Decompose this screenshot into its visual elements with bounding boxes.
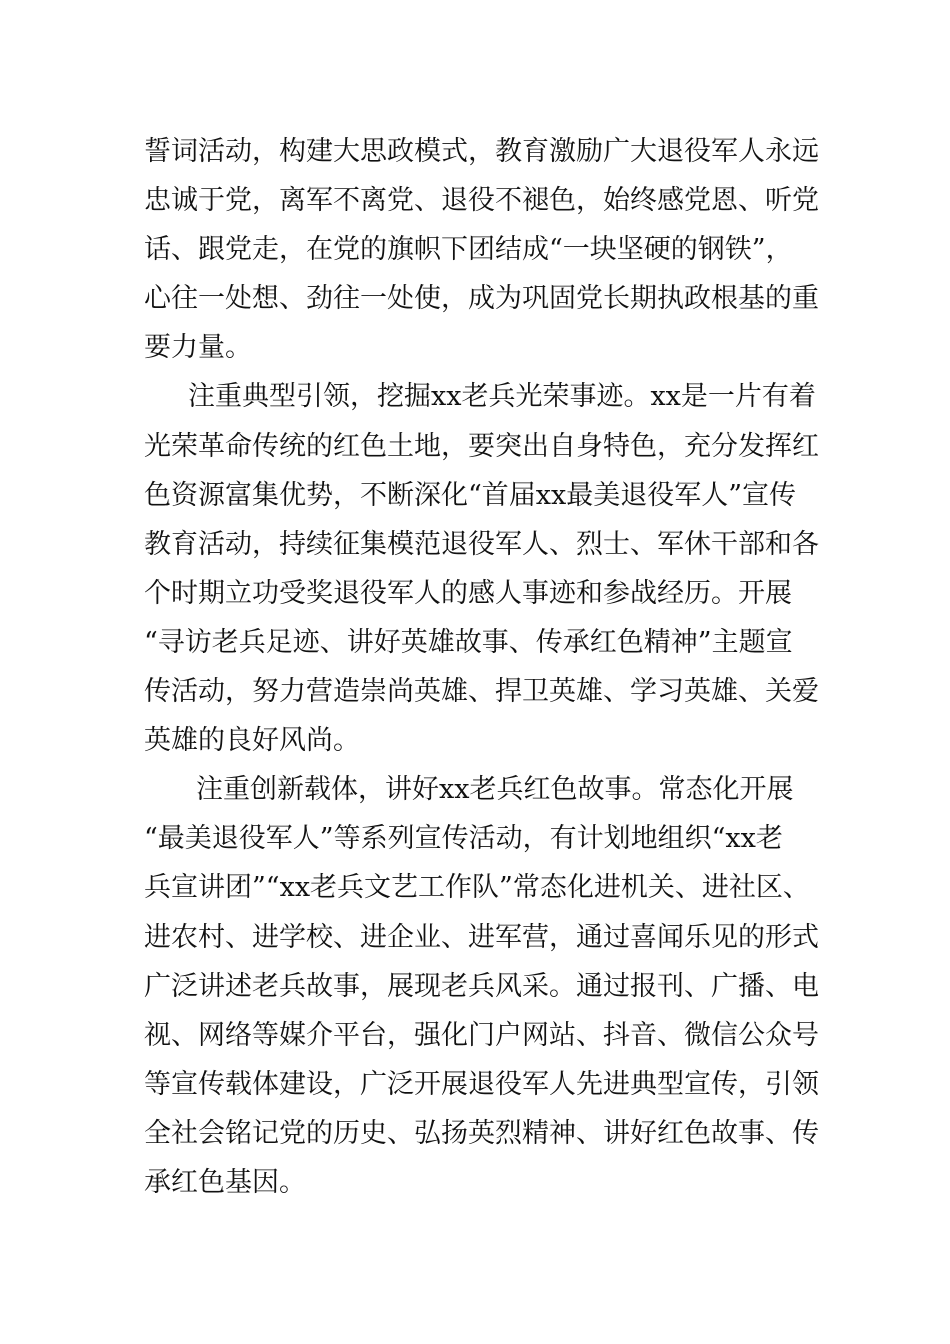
text-line: 话、跟党走，在党的旗帜下团结成“一块坚硬的钢铁”， <box>144 234 793 266</box>
text-line: 传活动，努力营造崇尚英雄、捍卫英雄、学习英雄、关爱 <box>144 676 819 708</box>
text-line: 要力量。 <box>144 332 252 364</box>
text-line: 教育活动，持续征集模范退役军人、烈士、军休干部和各 <box>144 528 819 560</box>
text-line: 忠诚于党，离军不离党、退役不褪色，始终感党恩、听党 <box>144 185 819 217</box>
text-line: 光荣革命传统的红色土地，要突出自身特色，充分发挥红 <box>144 430 819 462</box>
text-line: 等宣传载体建设，广泛开展退役军人先进典型宣传，引领 <box>144 1068 819 1100</box>
text-line: 英雄的良好风尚。 <box>144 725 360 757</box>
text-line: 广泛讲述老兵故事，展现老兵风采。通过报刊、广播、电 <box>144 970 819 1002</box>
text-line: 进农村、进学校、进企业、进军营，通过喜闻乐见的形式 <box>144 921 819 953</box>
paragraph-start-line: 注重创新载体，讲好xx老兵红色故事。常态化开展 <box>196 774 794 806</box>
text-line: 个时期立功受奖退役军人的感人事迹和参战经历。开展 <box>144 577 792 609</box>
text-line: 视、网络等媒介平台，强化门户网站、抖音、微信公众号 <box>144 1019 819 1051</box>
text-line: 承红色基因。 <box>144 1166 306 1198</box>
text-line: “寻访老兵足迹、讲好英雄故事、传承红色精神”主题宣 <box>144 626 793 658</box>
text-line: 心往一处想、劲往一处使，成为巩固党长期执政根基的重 <box>144 283 819 315</box>
text-line: “最美退役军人”等系列宣传活动，有计划地组织“xx老 <box>144 823 783 855</box>
text-line: 色资源富集优势，不断深化“首届xx最美退役军人”宣传 <box>144 479 797 511</box>
paragraph-start-line: 注重典型引领，挖掘xx老兵光荣事迹。xx是一片有着 <box>188 381 816 413</box>
body-text <box>144 127 820 1207</box>
text-line: 誓词活动，构建大思政模式，教育激励广大退役军人永远 <box>144 136 819 167</box>
text-line: 全社会铭记党的历史、弘扬英烈精神、讲好红色故事、传 <box>144 1117 819 1149</box>
text-line: 兵宣讲团”“xx老兵文艺工作队”常态化进机关、进社区、 <box>144 872 810 904</box>
